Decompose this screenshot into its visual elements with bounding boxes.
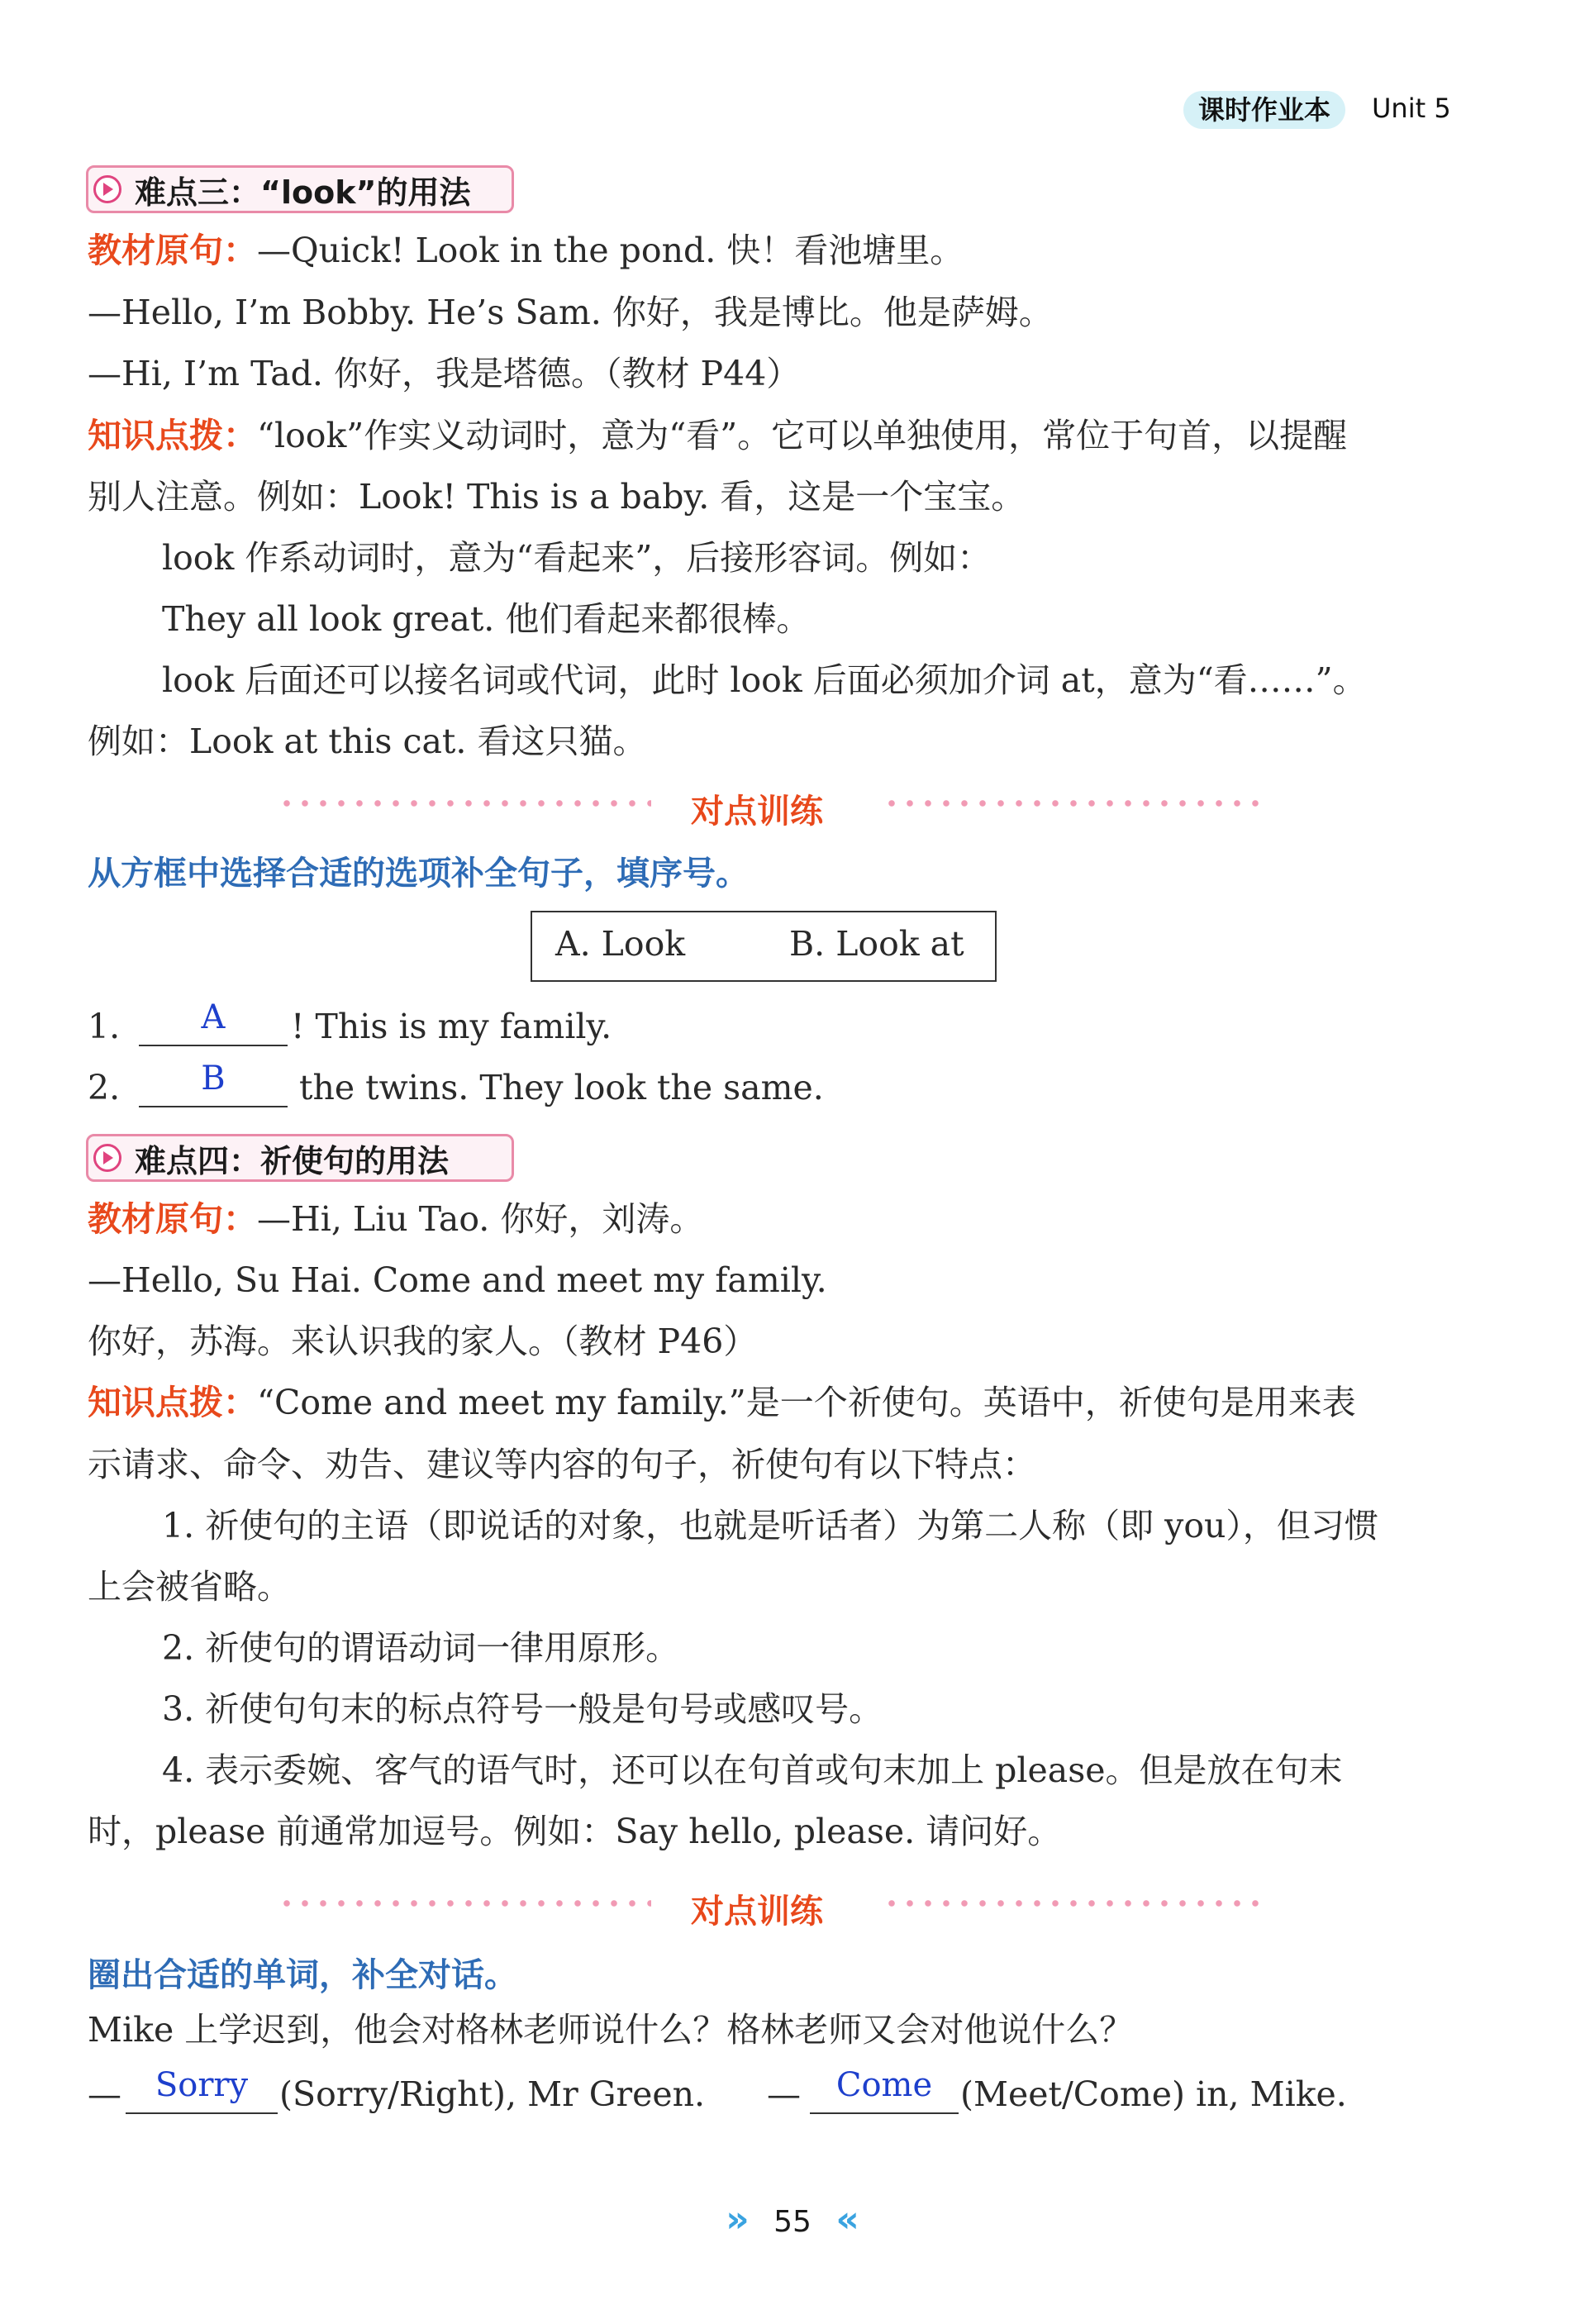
orig-label: 教材原句： — [88, 231, 257, 270]
training-heading: 对点训练 — [691, 1893, 823, 1931]
tip-line-2: 示请求、命令、劝告、建议等内容的句子，祈使句有以下特点： — [88, 1445, 1036, 1484]
unit-label: Unit 5 — [1372, 93, 1451, 124]
dialog-text: (Sorry/Right), Mr Green. — [279, 2074, 706, 2114]
tip-line-2: 别人注意。例如：Look! This is a baby. 看，这是一个宝宝。 — [88, 477, 1026, 517]
tip-text: “look”作实义动词时，意为“看”。它可以单独使用，常位于句首，以提醒 — [257, 416, 1348, 455]
orig-label: 教材原句： — [88, 1199, 257, 1239]
orig-line-3: —Hi, I’m Tad. 你好，我是塔德。（教材 P44） — [88, 354, 801, 393]
tip-line-5: 2. 祈使句的谓语动词一律用原形。 — [162, 1628, 680, 1668]
tip-line — [88, 1383, 1356, 1422]
orig-line-3: 你好，苏海。来认识我的家人。（教材 P46） — [88, 1322, 758, 1361]
dots-divider-left — [278, 1899, 651, 1907]
option-b: B. Look at — [789, 924, 964, 964]
section-title-box — [86, 165, 514, 213]
tip-line-3: look 作系动词时，意为“看起来”，后接形容词。例如： — [162, 538, 992, 578]
tip-line-6: 例如：Look at this cat. 看这只猫。 — [88, 721, 647, 761]
section-title: 难点三：“look”的用法 — [135, 174, 471, 211]
tip-line-7: 4. 表示委婉、客气的语气时，还可以在句首或句末加上 please。但是放在句末 — [162, 1750, 1343, 1790]
answer-blank[interactable] — [810, 2112, 959, 2114]
exercise-instruction: 从方框中选择合适的选项补全句子，填序号。 — [88, 855, 749, 893]
tip-text: “Come and meet my family.”是一个祈使句。英语中，祈使句是用来表 — [257, 1383, 1356, 1422]
tip-line-3: 1. 祈使句的主语（即说话的对象，也就是听话者）为第二人称（即 you），但习惯 — [162, 1506, 1378, 1545]
play-circle-icon — [93, 1144, 121, 1172]
question-text: the twins. They look the same. — [299, 1068, 824, 1107]
section-title-box — [86, 1134, 514, 1182]
play-circle-icon — [93, 175, 121, 203]
training-heading: 对点训练 — [691, 793, 823, 831]
exercise-question: Mike 上学迟到，他会对格林老师说什么？格林老师又会对他说什么？ — [88, 2010, 1134, 2050]
answer-blank[interactable] — [139, 1106, 288, 1107]
tip-label: 知识点拨： — [88, 416, 257, 455]
answer-text: A — [201, 998, 226, 1036]
tip-line-6: 3. 祈使句句末的标点符号一般是句号或感叹号。 — [162, 1689, 883, 1729]
orig-text: —Quick! Look in the pond. 快！看池塘里。 — [257, 231, 964, 270]
answer-text: Come — [835, 2066, 933, 2104]
tip-line-5: look 后面还可以接名词或代词，此时 look 后面必须加介词 at，意为“看……”。 — [162, 660, 1367, 700]
dialog-dash: — — [767, 2074, 801, 2114]
exercise-instruction: 圈出合适的单词，补全对话。 — [88, 1956, 517, 1994]
orig-text: —Hi, Liu Tao. 你好，刘涛。 — [257, 1199, 704, 1239]
tip-line — [88, 416, 1348, 455]
tip-line-8: 时，please 前通常加逗号。例如：Say hello, please. 请问好。 — [88, 1812, 1062, 1851]
workbook-tag: 课时作业本 — [1183, 91, 1345, 129]
question-text: ! This is my family. — [291, 1007, 612, 1046]
option-a: A. Look — [555, 924, 686, 964]
question-number: 1. — [88, 1007, 121, 1046]
orig-line-2: —Hello, Su Hai. Come and meet my family. — [88, 1260, 827, 1300]
answer-text: B — [201, 1060, 226, 1098]
page-number-row — [0, 2198, 1585, 2241]
dots-divider-left — [278, 799, 651, 807]
page-number: 55 — [773, 2205, 812, 2239]
double-chevron-left-icon: « — [835, 2198, 859, 2241]
dialog-text: (Meet/Come) in, Mike. — [960, 2074, 1347, 2114]
section-title: 难点四：祈使句的用法 — [135, 1142, 450, 1179]
answer-text: Sorry — [155, 2066, 249, 2104]
tip-line-4: They all look great. 他们看起来都很棒。 — [162, 599, 811, 639]
tip-line-4: 上会被省略。 — [88, 1567, 291, 1607]
double-chevron-right-icon: » — [726, 2198, 750, 2241]
dots-divider-right — [883, 1899, 1263, 1907]
dialog-dash: — — [88, 2074, 121, 2114]
question-number: 2. — [88, 1068, 121, 1107]
answer-blank[interactable] — [139, 1045, 288, 1046]
orig-sentence-line — [88, 231, 964, 270]
orig-sentence-line — [88, 1199, 704, 1239]
orig-line-2: —Hello, I’m Bobby. He’s Sam. 你好，我是博比。他是萨姆。 — [88, 293, 1053, 332]
tip-label: 知识点拨： — [88, 1383, 257, 1422]
dots-divider-right — [883, 799, 1263, 807]
answer-blank[interactable] — [126, 2112, 278, 2114]
